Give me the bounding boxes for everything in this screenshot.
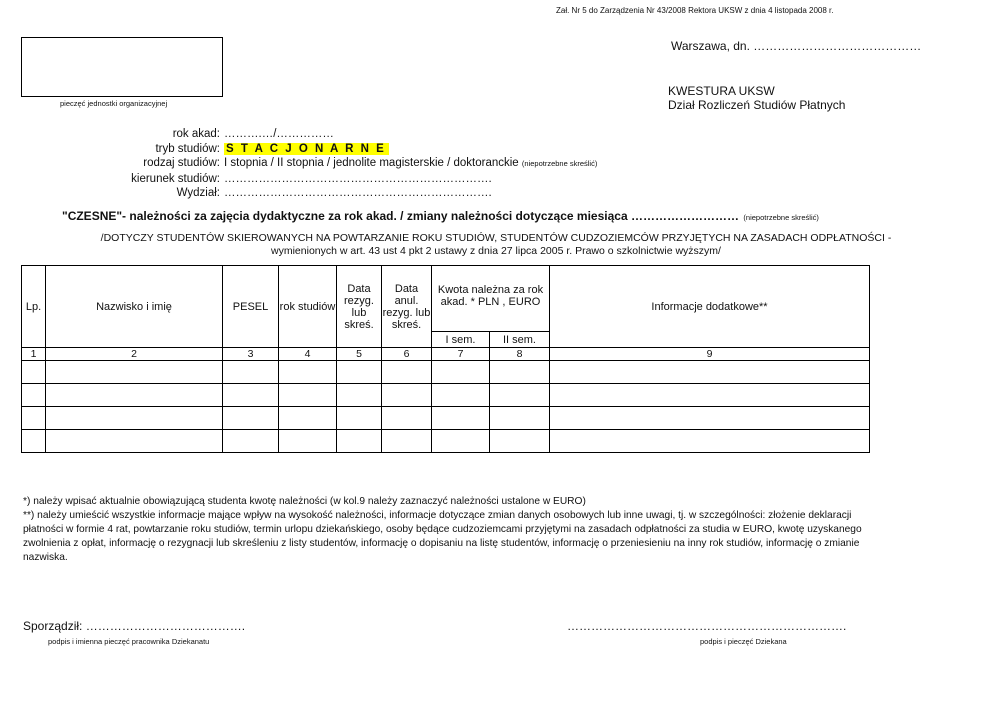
table-cell[interactable] bbox=[22, 430, 46, 453]
table-cell[interactable] bbox=[490, 407, 550, 430]
table-cell[interactable] bbox=[432, 361, 490, 384]
footnotes bbox=[23, 495, 863, 565]
table-cell[interactable] bbox=[382, 384, 432, 407]
column-number: 5 bbox=[337, 348, 382, 361]
column-number: 4 bbox=[279, 348, 337, 361]
prepared-caption: podpis i imienna pieczęć pracownika Dziekanatu bbox=[48, 637, 210, 646]
table-cell[interactable] bbox=[432, 430, 490, 453]
header-sem2: II sem. bbox=[490, 332, 550, 348]
column-number: 1 bbox=[22, 348, 46, 361]
table-cell[interactable] bbox=[490, 430, 550, 453]
header-lp: Lp. bbox=[22, 266, 46, 348]
header-name: Nazwisko i imię bbox=[46, 266, 223, 348]
column-number: 9 bbox=[550, 348, 870, 361]
field-value: ……………………………………………………………. bbox=[224, 172, 492, 185]
table-cell[interactable] bbox=[279, 361, 337, 384]
table-cell[interactable] bbox=[550, 384, 870, 407]
table-cell[interactable] bbox=[432, 407, 490, 430]
table-cell[interactable] bbox=[46, 407, 223, 430]
table-cell[interactable] bbox=[490, 361, 550, 384]
table-cell[interactable] bbox=[337, 384, 382, 407]
table-cell[interactable] bbox=[337, 361, 382, 384]
column-number: 7 bbox=[432, 348, 490, 361]
form-fields bbox=[40, 127, 597, 201]
title-main: "CZESNE"- należności za zajęcia dydaktyczne za rok akad. / zmiany należności dotyczące miesiąca ……………………… bbox=[62, 209, 739, 223]
table-cell[interactable] bbox=[279, 430, 337, 453]
dean-signature-line: ……………………………………………………………. bbox=[567, 619, 847, 633]
table-cell[interactable] bbox=[279, 407, 337, 430]
field-study-mode bbox=[40, 142, 597, 157]
table-cell[interactable] bbox=[550, 407, 870, 430]
stamp-caption: pieczęć jednostki organizacyjnej bbox=[60, 99, 168, 108]
footnote-1: *) należy wpisać aktualnie obowiązującą studenta kwotę należności (w kol.9 należy zaznaczyć należności ustalone w EURO) bbox=[23, 496, 586, 507]
field-value: ……….…/…………… bbox=[224, 128, 334, 140]
field-label: Wydział: bbox=[176, 187, 220, 199]
table-cell[interactable] bbox=[382, 407, 432, 430]
table-cell[interactable] bbox=[223, 361, 279, 384]
footnote-2: **) należy umieścić wszystkie informacje mające wpływ na wysokość należności, informacje dotyczące zmian danych osobowych lub inne uwagi, tj. w szczególności: złożenie deklaracji płatności w formie 4 rat, powtarzanie roku studiów, termin urlopu dziekańskiego, osoby będące cudzoziemcami przyjętymi na zasadach odpłatności za studia w EURO, kwotę uzyskanego zwolnienia z opłat, informację o rezygnacji lub skreśleniu z listy studentów, informację o dopisaniu na listę studentów, informację o przeniesieniu na inny rok studiów, informację o zmianie nazwiska. bbox=[23, 510, 862, 563]
field-label: tryb studiów: bbox=[155, 142, 220, 155]
table-cell[interactable] bbox=[337, 407, 382, 430]
dean-caption: podpis i pieczęć Dziekana bbox=[700, 637, 787, 646]
document-title bbox=[62, 207, 819, 225]
table-cell[interactable] bbox=[223, 407, 279, 430]
table-cell[interactable] bbox=[490, 384, 550, 407]
column-number: 6 bbox=[382, 348, 432, 361]
field-label: rok akad: bbox=[172, 128, 220, 140]
table-cell[interactable] bbox=[382, 430, 432, 453]
table-cell[interactable] bbox=[46, 384, 223, 407]
study-mode-highlight: S T A C J O N A R N E bbox=[224, 143, 389, 155]
header-date-cancel: Data anul. rezyg. lub skreś. bbox=[382, 266, 432, 348]
table-cell[interactable] bbox=[550, 430, 870, 453]
header-info: Informacje dodatkowe** bbox=[550, 266, 870, 348]
header-date-resign: Data rezyg. lub skreś. bbox=[337, 266, 382, 348]
column-number: 3 bbox=[223, 348, 279, 361]
field-value: I stopnia / II stopnia / jednolite magisterskie / doktoranckie bbox=[224, 157, 519, 169]
table-cell[interactable] bbox=[22, 407, 46, 430]
field-study-type bbox=[40, 156, 597, 172]
place-date: Warszawa, dn. …………………………………… bbox=[671, 39, 922, 53]
field-major bbox=[40, 172, 597, 187]
header-sem1: I sem. bbox=[432, 332, 490, 348]
field-label: kierunek studiów: bbox=[131, 172, 220, 185]
regulation-note: Zał. Nr 5 do Zarządzenia Nr 43/2008 Rektora UKSW z dnia 4 listopada 2008 r. bbox=[556, 6, 834, 15]
table-cell[interactable] bbox=[223, 384, 279, 407]
subtitle-line2: wymienionych w art. 43 ust 4 pkt 2 ustawy z dnia 27 lipca 2005 r. Prawo o szkolnictwie wyższym/ bbox=[271, 245, 721, 257]
table-cell[interactable] bbox=[22, 384, 46, 407]
fees-table bbox=[21, 265, 870, 453]
prepared-by: Sporządził: …………………………………. bbox=[23, 619, 246, 633]
subtitle-line1: /DOTYCZY STUDENTÓW SKIEROWANYCH NA POWTARZANIE ROKU STUDIÓW, STUDENTÓW CUDZOZIEMCÓW PRZYJĘTYCH NA ZASADACH ODPŁATNOŚCI - bbox=[100, 232, 892, 244]
title-note: (niepotrzebne skreślić) bbox=[743, 213, 819, 222]
table-cell[interactable] bbox=[550, 361, 870, 384]
header-year: rok studiów bbox=[279, 266, 337, 348]
column-number: 8 bbox=[490, 348, 550, 361]
stamp-box bbox=[21, 37, 223, 97]
field-note: (niepotrzebne skreślić) bbox=[521, 159, 598, 168]
header-pesel: PESEL bbox=[223, 266, 279, 348]
table-cell[interactable] bbox=[279, 384, 337, 407]
table-cell[interactable] bbox=[46, 361, 223, 384]
recipient-line1: KWESTURA UKSW bbox=[668, 84, 775, 98]
recipient-line2: Dział Rozliczeń Studiów Płatnych bbox=[668, 98, 846, 112]
header-amount: Kwota należna za rok akad. * PLN , EURO bbox=[432, 266, 550, 332]
table-cell[interactable] bbox=[46, 430, 223, 453]
table-row bbox=[22, 430, 870, 453]
table-cell[interactable] bbox=[22, 361, 46, 384]
column-numbers-row bbox=[22, 348, 870, 361]
field-academic-year bbox=[40, 127, 597, 142]
field-value: ……………………………………………………………. bbox=[224, 187, 492, 199]
field-faculty bbox=[40, 186, 597, 201]
table-row bbox=[22, 407, 870, 430]
table-cell[interactable] bbox=[337, 430, 382, 453]
table-row bbox=[22, 384, 870, 407]
table-cell[interactable] bbox=[223, 430, 279, 453]
table-cell[interactable] bbox=[432, 384, 490, 407]
column-number: 2 bbox=[46, 348, 223, 361]
table-cell[interactable] bbox=[382, 361, 432, 384]
table-row bbox=[22, 361, 870, 384]
field-label: rodzaj studiów: bbox=[143, 157, 220, 169]
